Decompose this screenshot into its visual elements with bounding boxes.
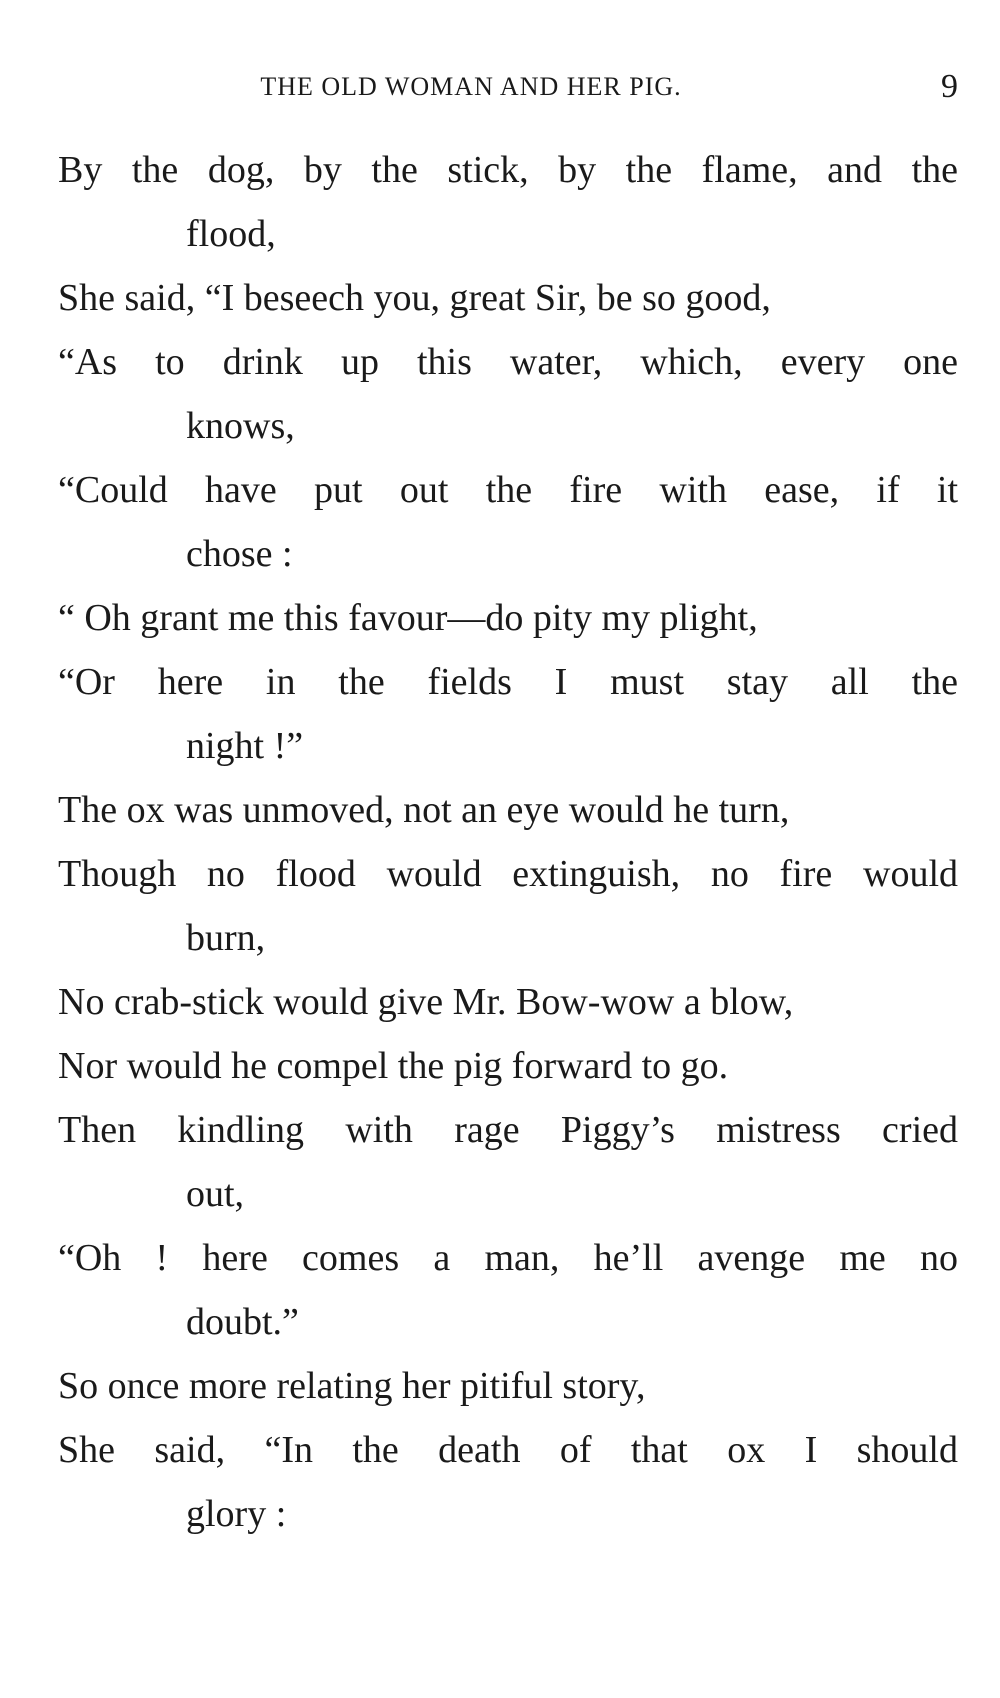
poem-line-continuation: doubt.” [186,1301,299,1343]
poem-line: Nor would he compel the pig forward to go. [58,1045,729,1087]
poem-line-continuation: flood, [186,213,276,255]
poem-line: Though no flood would extinguish, no fire would [58,853,958,895]
poem-line-continuation: out, [186,1173,245,1215]
poem-line: “Could have put out the fire with ease, if it [58,469,958,511]
poem-line: She said, “In the death of that ox I should [58,1429,958,1471]
poem-line: By the dog, by the stick, by the flame, and the [58,149,958,191]
poem-line: “Oh ! here comes a man, he’ll avenge me no [58,1237,958,1279]
poem-line: “ Oh grant me this favour—do pity my plight, [58,597,758,639]
running-head [58,68,958,108]
poem-line: No crab-stick would give Mr. Bow-wow a blow, [58,981,794,1023]
poem-line: She said, “I beseech you, great Sir, be so good, [58,277,771,319]
poem-line: The ox was unmoved, not an eye would he turn, [58,789,790,831]
poem-line: So once more relating her pitiful story, [58,1365,646,1407]
poem-line: Then kindling with rage Piggy’s mistress cried [58,1109,958,1151]
poem-line-continuation: knows, [186,405,295,447]
poem-line: “As to drink up this water, which, every one [58,341,958,383]
page-number: 9 [941,68,958,105]
poem-line: “Or here in the fields I must stay all the [58,661,958,703]
poem-line-continuation: night !” [186,725,304,767]
poem-line-continuation: burn, [186,917,266,959]
poem-line-continuation: glory : [186,1493,287,1535]
running-title: THE OLD WOMAN AND HER PIG. [260,72,682,101]
poem-line-continuation: chose : [186,533,293,575]
poem-text [58,138,958,1546]
